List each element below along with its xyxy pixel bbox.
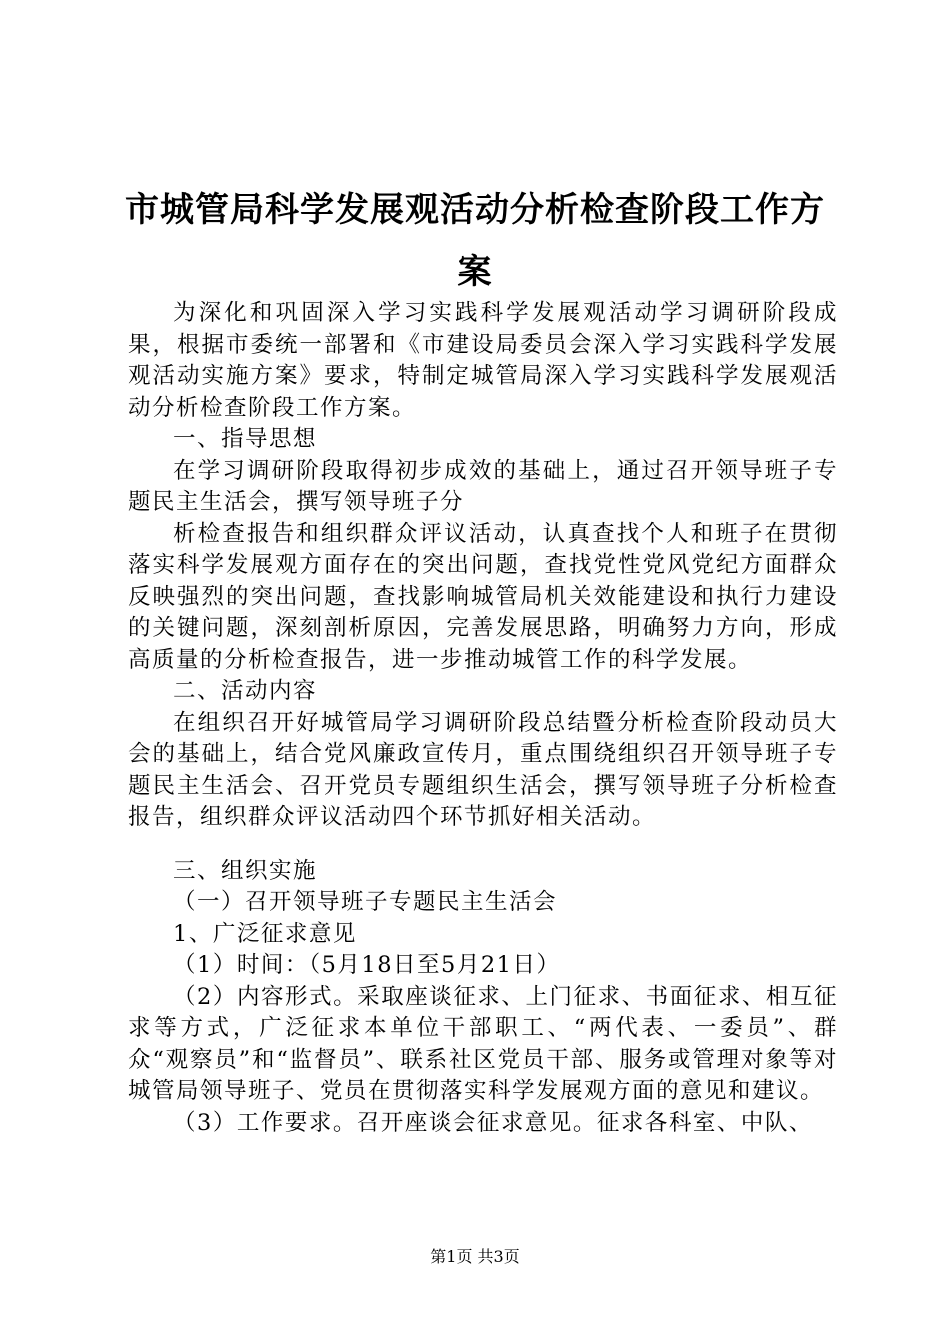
document-body [128, 298, 838, 1139]
item-time: （1）时间：（5月18日至5月21日） [173, 952, 561, 978]
section-heading-guiding-thought: 一、指导思想 [173, 426, 318, 452]
document-title-line-2: 案 [457, 252, 493, 292]
activity-content-paragraph: 在组织召开好城管局学习调研阶段总结暨分析检查阶段动员大会的基础上，结合党风廉政宣传月，重点围绕组织召开领导班子专题民主生活会、召开党员专题组织生活会，撰写领导班子分析检查报告，组织群众评议活动四个环节抓好相关活动。 [128, 709, 838, 830]
item-work-requirements: （3）工作要求。召开座谈会征求意见。征求各科室、中队、 [173, 1109, 813, 1136]
guiding-thought-paragraph-2: 析检查报告和组织群众评议活动，认真查找个人和班子在贯彻落实科学发展观方面存在的突出问题，查找党性党风党纪方面群众反映强烈的突出问题，查找影响城管局机关效能建设和执行力建设的关键问题，深刻剖析原因，完善发展思路，明确努力方向，形成高质量的分析检查报告，进一步推动城管工作的科学发展。 [128, 520, 838, 673]
item-content-form: （2）内容形式。采取座谈征求、上门征求、书面征求、相互征求等方式，广泛征求本单位干部职工、“两代表、一委员”、群众“观察员”和“监督员”、联系社区党员干部、服务或管理对象等对城管局领导班子、党员在贯彻落实科学发展观方面的意见和建议。 [128, 983, 838, 1104]
subsection-heading-democratic-meeting: （一）召开领导班子专题民主生活会 [173, 889, 558, 915]
document-title-line-1: 市城管局科学发展观活动分析检查阶段工作方 [125, 190, 825, 230]
section-heading-organization: 三、组织实施 [173, 857, 318, 884]
section-heading-activity-content: 二、活动内容 [173, 678, 318, 704]
guiding-thought-paragraph-1: 在学习调研阶段取得初步成效的基础上，通过召开领导班子专题民主生活会，撰写领导班子分 [128, 457, 838, 515]
intro-paragraph: 为深化和巩固深入学习实践科学发展观活动学习调研阶段成果，根据市委统一部署和《市建设局委员会深入学习实践科学发展观活动实施方案》要求，特制定城管局深入学习实践科学发展观活动分析检查阶段工作方案。 [128, 300, 838, 421]
page-number-footer: 第1页 共3页 [430, 1247, 520, 1266]
item-heading-solicit-opinions: 1、广泛征求意见 [173, 920, 357, 947]
paragraph-spacer [128, 834, 838, 856]
